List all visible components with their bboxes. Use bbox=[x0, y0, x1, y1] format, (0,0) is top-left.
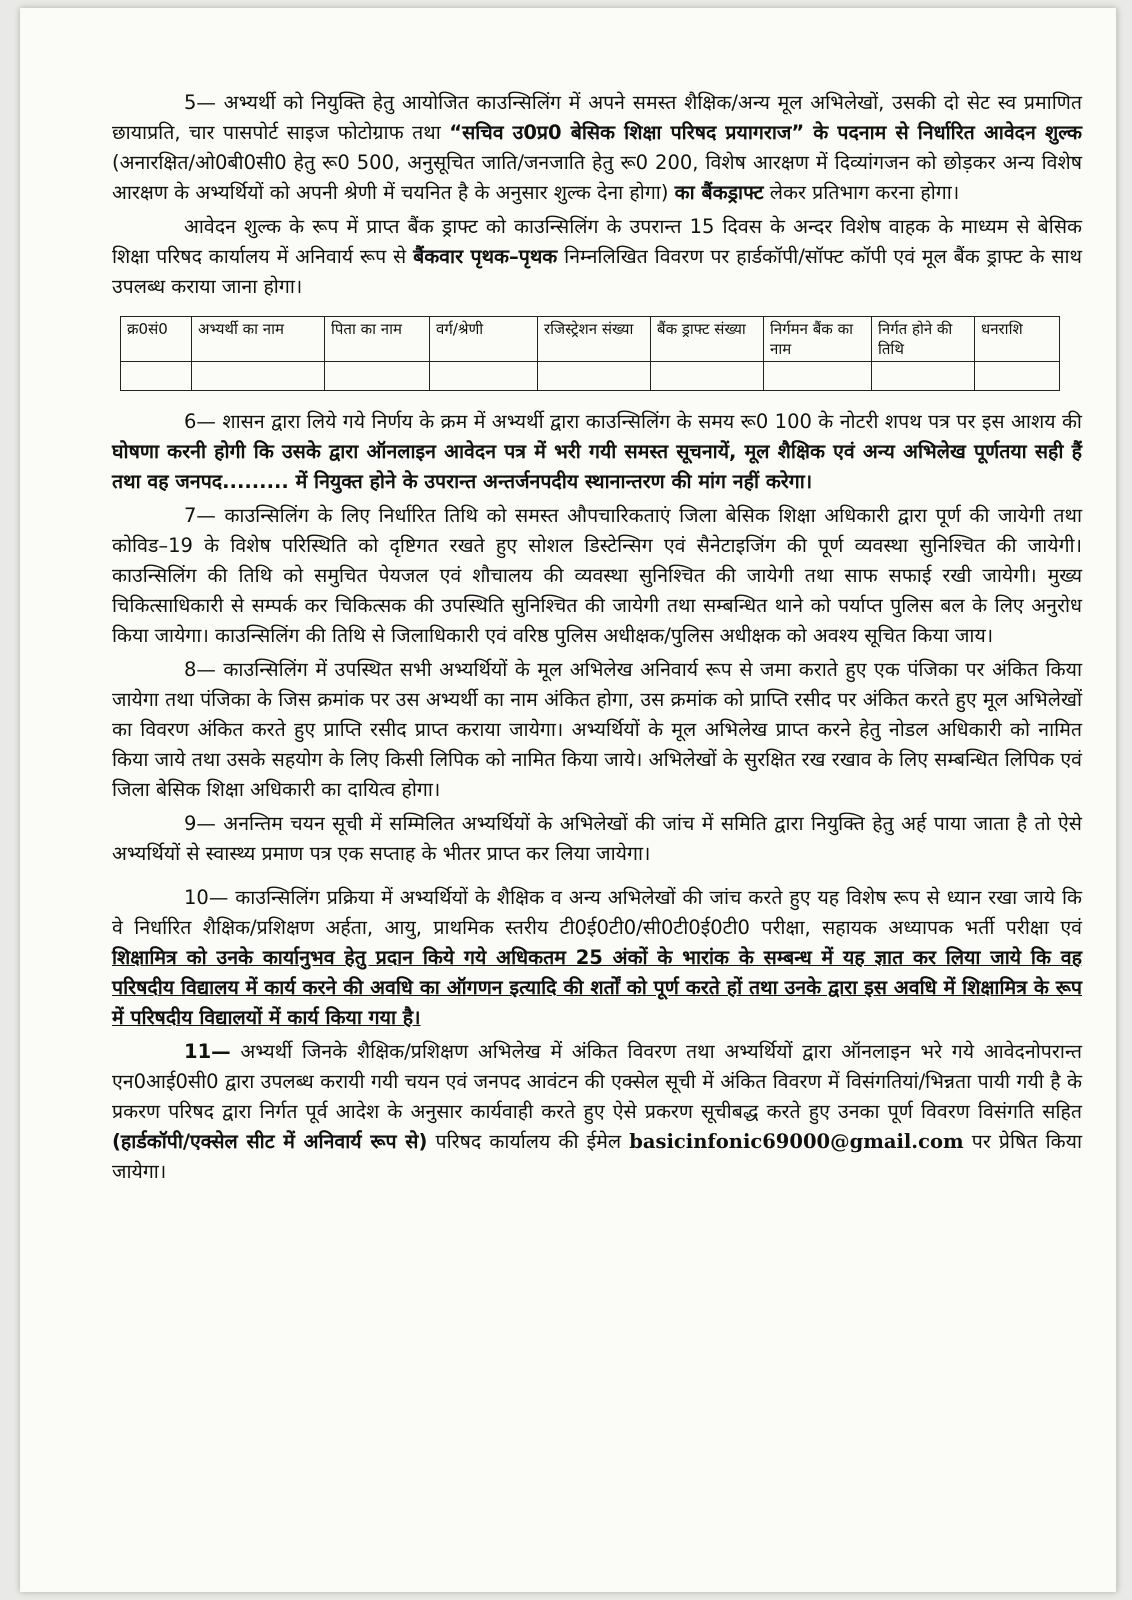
document-body bbox=[112, 88, 1082, 1187]
col-father-name: पिता का नाम bbox=[325, 317, 430, 362]
bank-draft-table bbox=[120, 316, 1060, 391]
p11-bold: (हार्डकॉपी/एक्सेल सीट में अनिवार्य रूप से) bbox=[112, 1130, 428, 1153]
email-address: basicinfonic69000@gmail.com bbox=[629, 1130, 964, 1153]
p5b-text: आवेदन शुल्क के रूप में प्राप्त बैंक ड्राफ्ट को काउन्सिलिंग के उपरान्त 15 दिवस के अन्दर विशेष वाहक के माध्यम से बेसिक शिक्षा परिषद कार्यालय में अनिवार्य रूप से bbox=[112, 215, 1082, 268]
document-page bbox=[20, 8, 1117, 1592]
p5-text: 5— अभ्यर्थी को नियुक्ति हेतु आयोजित काउन्सिलिंग में अपने समस्त शैक्षिक/अन्य मूल अभिलेखों, उसकी दो सेट स्व प्रमाणित छायाप्रति, चार पासपोर्ट साइज फोटोग्राफ तथा bbox=[112, 91, 1082, 144]
p5-bold-fee: “सचिव उ0प्र0 बेसिक शिक्षा परिषद प्रयागराज” के पदनाम से निर्धारित आवेदन शुल्क bbox=[449, 121, 1082, 144]
col-registration-no: रजिस्ट्रेशन संख्या bbox=[538, 317, 651, 362]
col-serial: क्र0सं0 bbox=[121, 317, 192, 362]
paragraph-5b bbox=[112, 212, 1082, 302]
col-candidate-name: अभ्यर्थी का नाम bbox=[192, 317, 325, 362]
p10-text: 10— काउन्सिलिंग प्रक्रिया में अभ्यर्थियों के शैक्षिक व अन्य अभिलेखों की जांच करते हुए यह विशेष रूप से ध्यान रखा जाये कि वे निर्धारित शैक्षिक/प्रशिक्षण अर्हता, आयु, प्राथमिक स्तरीय टी0ई0टी0/सी0टी0ई0टी0 परीक्षा, सहायक अध्यापक भर्ती परीक्षा एवं bbox=[112, 886, 1082, 939]
p6-bold-declaration: घोषणा करनी होगी कि उसके द्वारा ऑनलाइन आवेदन पत्र में भरी गयी समस्त सूचनायें, मूल शैक्षिक एवं अन्य अभिलेख पूर्णतया सही हैं तथा वह जनपद......... में नियुक्त होने के उपरान्त अन्तर्जनपदीय स्थानान्तरण की मांग नहीं करेगा। bbox=[112, 440, 1082, 493]
p11-text: अभ्यर्थी जिनके शैक्षिक/प्रशिक्षण अभिलेख में अंकित विवरण तथा अभ्यर्थियों द्वारा ऑनलाइन भरे गये आवेदनोपरान्त एन0आई0सी0 द्वारा उपलब्ध करायी गयी चयन एवं जनपद आवंटन की एक्सेल सूची में अंकित विवरण में विसंगतियां/भिन्नता पायी गयी है के प्रकरण परिषद द्वारा निर्गत पूर्व आदेश के अनुसार कार्यवाही करते हुए ऐसे प्रकरण सूचीबद्ध करते हुए उनका पूर्ण विवरण विसंगति सहित bbox=[112, 1040, 1082, 1123]
paragraph-10 bbox=[112, 883, 1082, 1033]
p5-text-fees: (अनारक्षित/ओ0बी0सी0 हेतु रू0 500, अनुसूचित जाति/जनजाति हेतु रू0 200, विशेष आरक्षण में दिव्यांगजन को छोड़कर अन्य विशेष आरक्षण के अभ्यर्थियों को अपनी श्रेणी में चयनित है के अनुसार शुल्क देना होगा) bbox=[112, 151, 1082, 204]
col-issuing-bank: निर्गमन बैंक का नाम bbox=[764, 317, 872, 362]
paragraph-6 bbox=[112, 407, 1082, 497]
p5-bold-draft: का बैंकड्राफ्ट bbox=[674, 181, 764, 204]
p6-text: 6— शासन द्वारा लिये गये निर्णय के क्रम में अभ्यर्थी द्वारा काउन्सिलिंग के समय रू0 100 के नोटरी शपथ पत्र पर इस आशय की bbox=[184, 410, 1082, 433]
paragraph-5 bbox=[112, 88, 1082, 208]
paragraph-11 bbox=[112, 1037, 1082, 1187]
p5b-text-end: निम्नलिखित विवरण पर हार्डकॉपी/सॉफ्ट कॉपी एवं मूल बैंक ड्राफ्ट के साथ उपलब्ध कराया जाना होगा। bbox=[112, 245, 1083, 298]
col-category: वर्ग/श्रेणी bbox=[430, 317, 538, 362]
p11-text-email-intro: परिषद कार्यालय की ईमेल bbox=[427, 1130, 630, 1153]
paragraph-8: 8— काउन्सिलिंग में उपस्थित सभी अभ्यर्थियों के मूल अभिलेख अनिवार्य रूप से जमा कराते हुए एक पंजिका पर अंकित किया जायेगा तथा पंजिका के जिस क्रमांक पर उस अभ्यर्थी का नाम अंकित होगा, उस क्रमांक को प्राप्ति रसीद पर अंकित करते हुए मूल अभिलेखों का विवरण अंकित करते हुए प्राप्ति रसीद प्राप्त कराया जायेगा। अभ्यर्थियों के मूल अभिलेख प्राप्त करने हेतु नोडल अधिकारी को नामित किया जाये तथा उसके सहयोग के लिए किसी लिपिक को नामित किया जाये। अभिलेखों के सुरक्षित रख रखाव के लिए सम्बन्धित लिपिक एवं जिला बेसिक शिक्षा अधिकारी का दायित्व होगा। bbox=[112, 658, 1082, 801]
col-issue-date: निर्गत होने की तिथि bbox=[872, 317, 975, 362]
p10-bold-underlined: शिक्षामित्र को उनके कार्यानुभव हेतु प्रदान किये गये अधिकतम 25 अंकों के भारांक के सम्बन्ध में यह ज्ञात कर लिया जाये कि वह परिषदीय विद्यालय में कार्य करने की अवधि का ऑगणन इत्यादि की शर्तों को पूर्ण करते हों तथा उनके द्वारा इस अवधि में शिक्षामित्र के रूप में परिषदीय विद्यालयों में कार्य किया गया है। bbox=[112, 946, 1082, 1029]
p5b-bold: बैंकवार पृथक–पृथक bbox=[413, 245, 558, 268]
p11-text-end: पर प्रेषित किया जायेगा। bbox=[112, 1130, 1082, 1183]
p11-number: 11— bbox=[184, 1040, 231, 1063]
paragraph-9: 9— अनन्तिम चयन सूची में सम्मिलित अभ्यर्थियों के अभिलेखों की जांच में समिति द्वारा नियुक्ति हेतु अर्ह पाया जाता है तो ऐसे अभ्यर्थियों से स्वास्थ्य प्रमाण पत्र एक सप्ताह के भीतर प्राप्त कर लिया जायेगा। bbox=[112, 812, 1082, 865]
table-row bbox=[121, 362, 1060, 391]
col-draft-no: बैंक ड्राफ्ट संख्या bbox=[651, 317, 764, 362]
table-header-row bbox=[121, 317, 1060, 362]
col-amount: धनराशि bbox=[975, 317, 1060, 362]
paragraph-7: 7— काउन्सिलिंग के लिए निर्धारित तिथि को समस्त औपचारिकताएं जिला बेसिक शिक्षा अधिकारी द्वारा पूर्ण की जायेगी तथा कोविड–19 के विशेष परिस्थिति को दृष्टिगत रखते हुए सोशल डिस्टेन्सिग एवं सैनेटाइजिंग की पूर्ण व्यवस्था सुनिश्चित की जायेगी। काउन्सिलिंग की तिथि को समुचित पेयजल एवं शौचालय की व्यवस्था सुनिश्चित की जायेगी तथा साफ सफाई रखी जायेगी। मुख्य चिकित्साधिकारी से सम्पर्क कर चिकित्सक की उपस्थिति सुनिश्चित की जायेगी तथा सम्बन्धित थाने को पर्याप्त पुलिस बल के लिए अनुरोध किया जायेगा। काउन्सिलिंग की तिथि से जिलाधिकारी एवं वरिष्ठ पुलिस अधीक्षक/पुलिस अधीक्षक को अवश्य सूचित किया जाय। bbox=[112, 504, 1083, 647]
p5-text-end: लेकर प्रतिभाग करना होगा। bbox=[763, 181, 960, 204]
